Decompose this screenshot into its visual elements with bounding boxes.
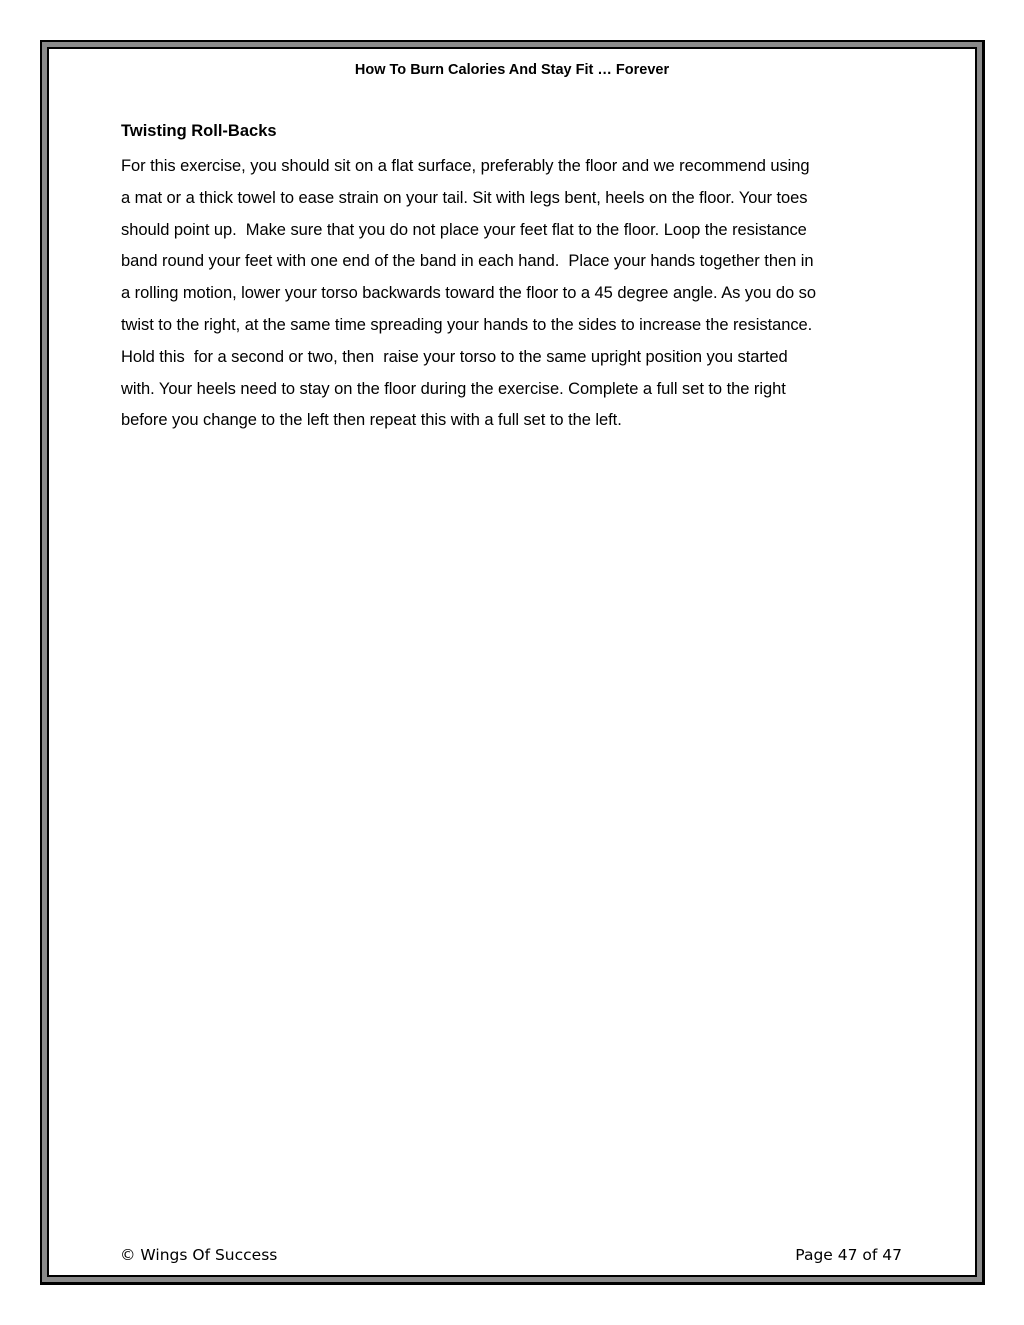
paragraph-line: a mat or a thick towel to ease strain on your tail. Sit with legs bent, heels on the floor. Your toes — [121, 188, 808, 207]
footer-copyright: © Wings Of Success — [120, 1246, 278, 1264]
paragraph-line: with. Your heels need to stay on the floor during the exercise. Complete a full set to the right — [121, 379, 786, 398]
paragraph-line: before you change to the left then repeat this with a full set to the left. — [121, 411, 622, 430]
paragraph-line: band round your feet with one end of the band in each hand. Place your hands together then in — [121, 252, 814, 271]
paragraph-line: twist to the right, at the same time spreading your hands to the sides to increase the resistance. — [121, 315, 813, 334]
main-content — [121, 120, 911, 437]
section-heading: Twisting Roll-Backs — [121, 122, 277, 140]
paragraph-line: should point up. Make sure that you do not place your feet flat to the floor. Loop the resistance — [121, 220, 807, 239]
paragraph-line: Hold this for a second or two, then raise your torso to the same upright position you started — [121, 347, 788, 366]
paragraph-line: For this exercise, you should sit on a flat surface, preferably the floor and we recommend using — [121, 157, 810, 175]
footer-page-number: Page 47 of 47 — [795, 1246, 902, 1264]
running-header-title: How To Burn Calories And Stay Fit … Forever — [354, 62, 670, 78]
exercise-instructions-paragraph — [121, 151, 911, 437]
paragraph-line: a rolling motion, lower your torso backwards toward the floor to a 45 degree angle. As you do so — [121, 284, 817, 303]
